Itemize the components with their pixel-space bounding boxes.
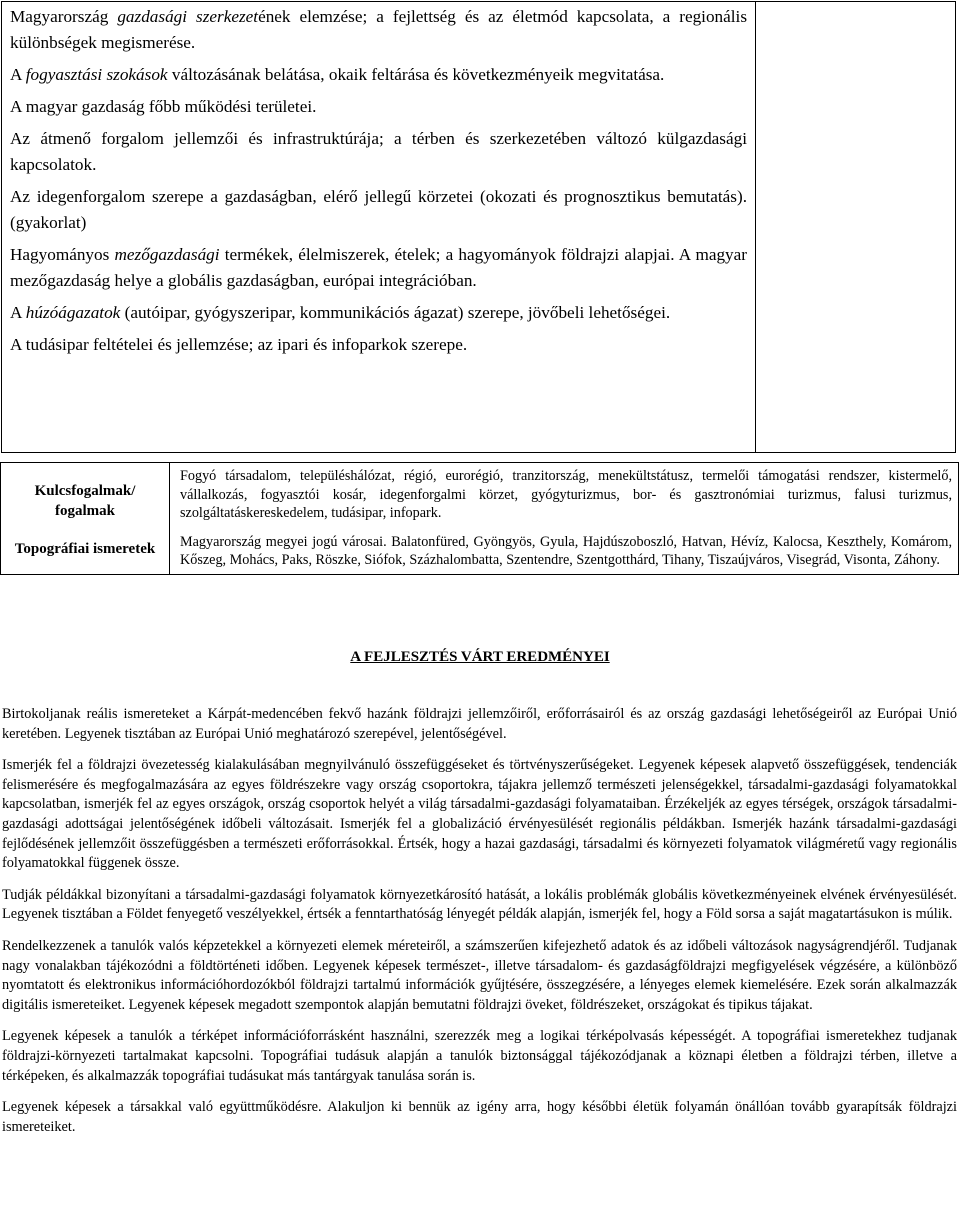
topography-label: Topográfiai ismeretek [14, 541, 156, 557]
content-item: Az átmenő forgalom jellemzői és infrastruktúrája; a térben és szerkezetében változó külgazdasági kapcsolatok. [10, 129, 747, 174]
results-body [2, 705, 957, 1149]
learning-content-box [1, 1, 756, 453]
results-paragraph: Ismerjék fel a földrajzi övezetesség kialakulásában megnyilvánuló összefüggéseket és törtvényszerűségeket. Legyenek képesek alapvető összefüggések, tendenciák felismerésére és megfogalmazására az egyes földrészekre vagy ország csoportokra, tájakra jellemző természeti jelenségekkel, társadalmi-gazdasági folyamatokkal kapcsolatban, ismerjék fel az egyes országok, ország csoportok helyét a világ társadalmi-gazdasági folyamataiban. Érzékeljék az egyes térségek, országok társadalmi-gazdasági adottságai jelentőségének időbeli változásait. Ismerjék fel a globalizáció érvényesülését regionális példákban. Ismerjék hazánk társadalmi-gazdasági fejlődésének jellemzőit összefüggésben a természeti erőforrásokkal. Értsék, hogy a hazai gazdasági, társadalmi és környezeti folyamatok világméretű vagy regionális folyamatokkal függenek össze. [2, 757, 957, 872]
concepts-list: Fogyó társadalom, településhálózat, régió, eurorégió, tranzitország, menekültstátusz, termelői támogatási rendszer, kistermelő, vállalkozás, fogyasztói kosár, idegenforgalmi körzet, gyógyturizmus, bor- és gasztronómiai turizmus, falusi turizmus, szolgáltatáskereskedelem, tudásipar, infopark. [180, 468, 952, 521]
table-row [1, 463, 959, 575]
concepts-table [0, 462, 959, 575]
content-item: A tudásipar feltételei és jellemzése; az ipari és infoparkok szerepe. [10, 335, 468, 354]
content-item: A magyar gazdaság főbb működési területei. [10, 97, 317, 116]
results-paragraph: Tudják példákkal bizonyítani a társadalmi-gazdasági folyamatok környezetkárosító hatását, a lokális problémák globális következményeinek elvének érvényesülését. Legyenek tisztában a Földet fenyegető veszélyekkel, értsék a fenntarthatóság lényegét példák alapján, ismerjék fel, hogy a Föld sorsa a saját magatartásukon is múlik. [2, 886, 957, 923]
content-item: Hagyományos mezőgazdasági termékek, élelmiszerek, ételek; a hagyományok földrajzi alapjai. A magyar mezőgazdaság helye a globális gazdaságban, európai integrációban. [10, 245, 747, 290]
results-paragraph: Rendelkezzenek a tanulók valós képzetekkel a környezeti elemek méreteiről, a számszerűen kifejezhető adatok és az időbeli változások nagyságrendjéről. Tudjanak nagy vonalakban tájékozódni a földtörténeti időben. Legyenek képesek természet-, illetve társadalom- és gazdaságföldrajzi megfigyelések végzésére, a különböző nyomtatott és elektronikus információhordozókból földrajzi tartalmú információk gyűjtésére, összegzésére, a lényeges elemek kiemelésére. Ezek során alkalmazzák digitális ismereteiket. Legyenek képesek megadott szempontok alapján bemutatni földrajzi öveket, földrészeket, országokat és tipikus tájakat. [2, 937, 957, 1013]
results-paragraph: Birtokoljanak reális ismereteket a Kárpát-medencében fekvő hazánk földrajzi jellemzőiről, erőforrásairól és az ország gazdasági lehetőségeiről az Európai Unió keretében. Legyenek tisztában az Európai Unió meghatározó szerepével, jelentőségével. [2, 706, 957, 742]
results-paragraph: Legyenek képesek a társakkal való együttműködésre. Alakuljon ki bennük az igény arra, hogy későbbi életük folyamán önállóan tovább gyarapítsák földrajzi ismereteiket. [2, 1099, 957, 1135]
content-item: A fogyasztási szokások változásának belátása, okaik feltárása és következményeik megvitatása. [10, 65, 665, 84]
concepts-label: Kulcsfogalmak/ fogalmak Topográfiai ismeretek [1, 463, 170, 575]
section-title: A FEJLESZTÉS VÁRT EREDMÉNYEI [350, 649, 610, 665]
content-item: Az idegenforgalom szerepe a gazdaságban, elérő jellegű körzetei (okozati és prognosztikus bemutatás). (gyakorlat) [10, 187, 747, 232]
results-paragraph: Legyenek képesek a tanulók a térképet információforrásként használni, szerezzék meg a logikai térképolvasás képességét. A topográfiai ismeretekhez tudjanak földrajzi-környezeti tartalmakat kapcsolni. Topográfiai tudásuk alapján a tanulók biztonsággal tájékozódjanak a köznapi életben a földrajzi térben, illetve a térképeken, és alkalmazzák topográfiai tudásukat más tantárgyak tanulása során is. [2, 1028, 957, 1084]
empty-cell [756, 1, 956, 453]
content-item: A húzóágazatok (autóipar, gyógyszeripar, kommunikációs ágazat) szerepe, jövőbeli lehetőségei. [10, 303, 671, 322]
content-item: Magyarország gazdasági szerkezetének elemzése; a fejlettség és az életmód kapcsolata, a regionális különbségek megismerése. [10, 7, 748, 52]
topography-list: Magyarország megyei jogú városai. Balatonfüred, Gyöngyös, Gyula, Hajdúszoboszló, Hatvan, Hévíz, Kalocsa, Keszthely, Komárom, Kőszeg, Mohács, Paks, Röszke, Siófok, Százhalombatta, Szentendre, Szentgotthárd, Tihany, Tiszaújváros, Visegrád, Visonta, Záhony. [180, 533, 952, 568]
concepts-values [170, 463, 959, 575]
